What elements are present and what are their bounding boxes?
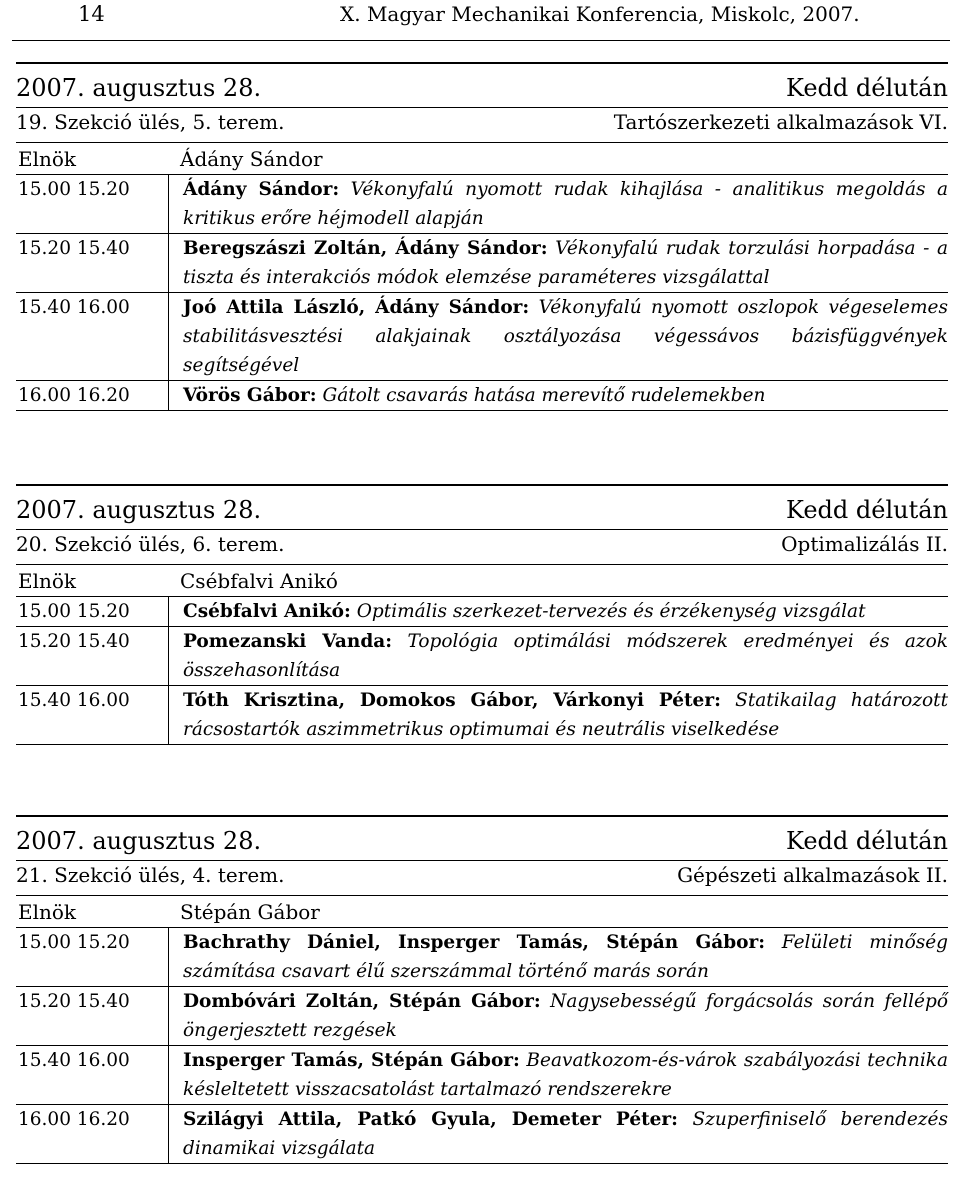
session-block xyxy=(16,815,948,1164)
session-block xyxy=(16,62,948,411)
session-title: 19. Szekció ülés, 5. terem. xyxy=(16,110,285,134)
talk-title: Topológia optimálási módszerek eredményei és azok összehasonlítása xyxy=(183,631,948,681)
session-day-part: Kedd délután xyxy=(786,74,948,102)
talk-time: 15.40 16.00 xyxy=(16,1046,169,1105)
talk-title: Vékonyfalú rudak torzulási horpadása - a tiszta és interakciós módok elemzése paraméteres vizsgálattal xyxy=(183,238,948,288)
header-rule xyxy=(12,40,950,41)
talk-content xyxy=(169,597,949,627)
talk-row xyxy=(16,234,948,293)
talk-time: 16.00 16.20 xyxy=(16,1105,169,1164)
chair-row xyxy=(16,565,948,596)
session-row xyxy=(16,108,948,142)
talk-authors: Vörös Gábor: xyxy=(183,385,317,406)
talk-title: Optimális szerkezet-tervezés és érzékenység vizsgálat xyxy=(356,601,866,622)
talk-authors: Bachrathy Dániel, Insperger Tamás, Stépán Gábor: xyxy=(183,932,766,953)
talk-authors: Szilágyi Attila, Patkó Gyula, Demeter Péter: xyxy=(183,1109,679,1130)
chair-row xyxy=(16,896,948,927)
talk-title: Felületi minőség számítása csavart élű szerszámmal történő marás során xyxy=(183,932,949,982)
talk-row xyxy=(16,597,948,627)
talk-time: 15.20 15.40 xyxy=(16,234,169,293)
talk-time: 15.40 16.00 xyxy=(16,686,169,745)
talk-content xyxy=(169,686,949,745)
talk-content xyxy=(169,987,949,1046)
chair-name: Ádány Sándor xyxy=(180,147,323,171)
talk-title: Gátolt csavarás hatása merevítő rudelemekben xyxy=(322,385,766,406)
talk-content xyxy=(169,627,949,686)
talk-authors: Csébfalvi Anikó: xyxy=(183,601,351,622)
talk-content xyxy=(169,1105,949,1164)
talk-title: Beavatkozom-és-várok szabályozási technika késleltetett visszacsatolást tartalmazó rendszerekre xyxy=(183,1050,948,1100)
session-day-part: Kedd délután xyxy=(786,496,948,524)
talk-content xyxy=(169,1046,949,1105)
chair-label: Elnök xyxy=(18,900,77,924)
talks-table xyxy=(16,596,948,745)
talk-row xyxy=(16,686,948,745)
talk-content xyxy=(169,175,949,234)
session-topic: Gépészeti alkalmazások II. xyxy=(677,863,948,887)
talk-row xyxy=(16,381,948,411)
talk-content xyxy=(169,928,949,987)
talk-row xyxy=(16,175,948,234)
chair-label: Elnök xyxy=(18,569,77,593)
session-title: 20. Szekció ülés, 6. terem. xyxy=(16,532,285,556)
talk-time: 15.00 15.20 xyxy=(16,597,169,627)
talk-row xyxy=(16,627,948,686)
page-number: 14 xyxy=(78,2,105,26)
running-title: X. Magyar Mechanikai Konferencia, Miskolc, 2007. xyxy=(340,2,860,26)
session-row xyxy=(16,861,948,895)
talk-time: 15.00 15.20 xyxy=(16,928,169,987)
talk-content xyxy=(169,381,949,411)
session-topic: Optimalizálás II. xyxy=(781,532,948,556)
session-block xyxy=(16,484,948,745)
chair-label: Elnök xyxy=(18,147,77,171)
session-day-part: Kedd délután xyxy=(786,827,948,855)
talk-time: 16.00 16.20 xyxy=(16,381,169,411)
date-row xyxy=(16,486,948,529)
talk-title: Statikailag határozott rácsostartók aszimmetrikus optimumai és neutrális viselkedése xyxy=(183,690,949,740)
talk-time: 15.00 15.20 xyxy=(16,175,169,234)
talk-row xyxy=(16,928,948,987)
talk-time: 15.20 15.40 xyxy=(16,987,169,1046)
talk-authors: Ádány Sándor: xyxy=(183,179,340,200)
talk-row xyxy=(16,1105,948,1164)
chair-row xyxy=(16,143,948,174)
talks-table xyxy=(16,174,948,411)
page-header xyxy=(0,0,960,30)
talk-row xyxy=(16,1046,948,1105)
talk-row xyxy=(16,987,948,1046)
session-date: 2007. augusztus 28. xyxy=(16,827,262,855)
session-date: 2007. augusztus 28. xyxy=(16,496,262,524)
talk-title: Szuperfiniselő berendezés dinamikai vizsgálata xyxy=(183,1109,948,1159)
talk-authors: Insperger Tamás, Stépán Gábor: xyxy=(183,1050,520,1071)
chair-name: Stépán Gábor xyxy=(180,900,320,924)
talk-time: 15.20 15.40 xyxy=(16,627,169,686)
talk-title: Vékonyfalú nyomott oszlopok végeselemes stabilitásvesztési alakjainak osztályozása végessávos bázisfüggvények segítségével xyxy=(183,297,948,376)
chair-name: Csébfalvi Anikó xyxy=(180,569,338,593)
talk-authors: Joó Attila László, Ádány Sándor: xyxy=(183,297,530,318)
session-topic: Tartószerkezeti alkalmazások VI. xyxy=(613,110,948,134)
talk-title: Vékonyfalú nyomott rudak kihajlása - analitikus megoldás a kritikus erőre héjmodell alapján xyxy=(183,179,948,229)
session-row xyxy=(16,530,948,564)
session-date: 2007. augusztus 28. xyxy=(16,74,262,102)
session-title: 21. Szekció ülés, 4. terem. xyxy=(16,863,285,887)
talk-title: Nagysebességű forgácsolás során fellépő öngerjesztett rezgések xyxy=(183,991,948,1041)
talk-content xyxy=(169,234,949,293)
talks-table xyxy=(16,927,948,1164)
talk-row xyxy=(16,293,948,381)
talk-authors: Beregszászi Zoltán, Ádány Sándor: xyxy=(183,238,548,259)
talk-content xyxy=(169,293,949,381)
talk-authors: Tóth Krisztina, Domokos Gábor, Várkonyi Péter: xyxy=(183,690,721,711)
date-row xyxy=(16,64,948,107)
talk-authors: Dombóvári Zoltán, Stépán Gábor: xyxy=(183,991,541,1012)
date-row xyxy=(16,817,948,860)
talk-authors: Pomezanski Vanda: xyxy=(183,631,393,652)
talk-time: 15.40 16.00 xyxy=(16,293,169,381)
